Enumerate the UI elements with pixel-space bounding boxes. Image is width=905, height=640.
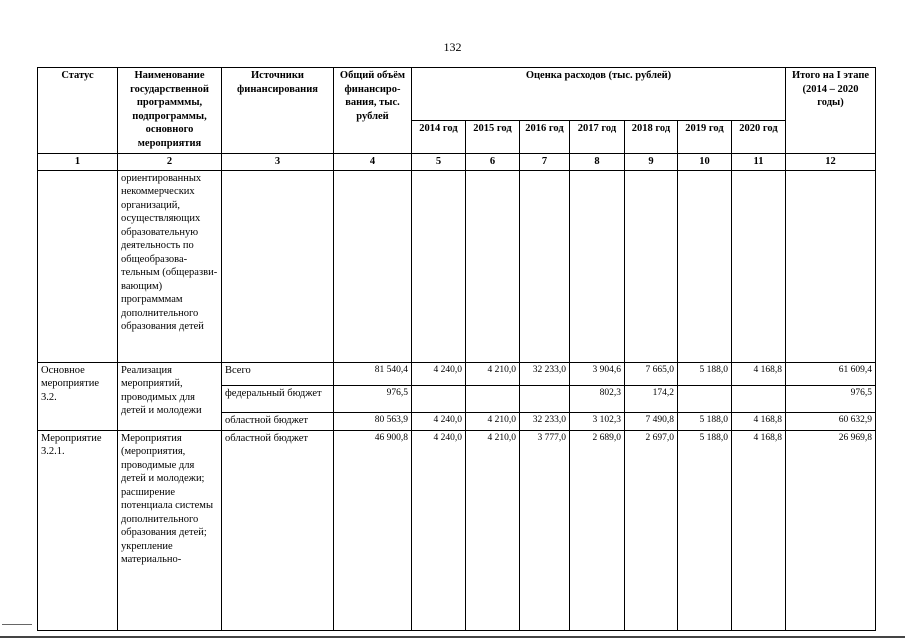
year-2020-cell: 4 168,8 — [732, 430, 786, 630]
year-2014-cell: 4 240,0 — [412, 412, 466, 430]
measure-status-cell: Основное мероприятие 3.2. — [38, 362, 118, 430]
column-number: 4 — [334, 154, 412, 171]
year-2014-cell — [412, 385, 466, 412]
source-cell: Всего — [222, 362, 334, 385]
continuation-row — [38, 170, 876, 362]
total-cell: 80 563,9 — [334, 412, 412, 430]
year-2019-cell: 5 188,0 — [678, 430, 732, 630]
scan-mark — [2, 624, 32, 625]
header-year-2014: 2014 год — [412, 121, 466, 154]
stage-total-cell: 61 609,4 — [786, 362, 876, 385]
year-2016-cell: 3 777,0 — [520, 430, 570, 630]
year-2015-cell: 4 210,0 — [466, 362, 520, 385]
header-year-2018: 2018 год — [625, 121, 678, 154]
year-2020-cell — [732, 385, 786, 412]
header-year-2015: 2015 год — [466, 121, 520, 154]
submeasure-status-cell: Мероприятие 3.2.1. — [38, 430, 118, 630]
column-number: 9 — [625, 154, 678, 171]
column-number: 1 — [38, 154, 118, 171]
column-number: 8 — [570, 154, 625, 171]
header-year-2017: 2017 год — [570, 121, 625, 154]
continuation-name-cell: ориентированных некоммерческих организаций, осуществляющих образовательную деятельность по общеобразова-тельным (общеразви-вающим) программмам дополнительного образования детей — [118, 170, 222, 362]
header-total-volume: Общий объём финансиро-вания, тыс. рублей — [334, 68, 412, 154]
year-2019-cell: 5 188,0 — [678, 412, 732, 430]
column-number: 11 — [732, 154, 786, 171]
column-number: 10 — [678, 154, 732, 171]
year-2017-cell: 3 102,3 — [570, 412, 625, 430]
header-status: Статус — [38, 68, 118, 154]
header-expenses: Оценка расходов (тыс. рублей) — [412, 68, 786, 121]
stage-total-cell: 976,5 — [786, 385, 876, 412]
header-sources: Источники финансирования — [222, 68, 334, 154]
year-2016-cell: 32 233,0 — [520, 362, 570, 385]
header-year-2020: 2020 год — [732, 121, 786, 154]
column-number: 2 — [118, 154, 222, 171]
year-2016-cell — [520, 385, 570, 412]
page-number: 132 — [443, 40, 462, 54]
measure-name-cell: Реализация мероприятий, проводимых для детей и молодежи — [118, 362, 222, 430]
stage-total-cell: 26 969,8 — [786, 430, 876, 630]
header-row — [38, 68, 876, 121]
year-2017-cell: 802,3 — [570, 385, 625, 412]
year-2014-cell: 4 240,0 — [412, 362, 466, 385]
year-2020-cell: 4 168,8 — [732, 412, 786, 430]
header-name: Наименование государственной программмы, подпрограммы, основного мероприятия — [118, 68, 222, 154]
submeasure-name-cell: Мероприятия (мероприятия, проводимые для детей и молодежи; расширение потенциала системы дополнительного образования детей; укрепление материально- — [118, 430, 222, 630]
year-2014-cell: 4 240,0 — [412, 430, 466, 630]
submeasure-row — [38, 430, 876, 630]
column-number: 7 — [520, 154, 570, 171]
source-cell: федеральный бюджет — [222, 385, 334, 412]
total-cell: 46 900,8 — [334, 430, 412, 630]
year-2019-cell: 5 188,0 — [678, 362, 732, 385]
continuation-status-cell — [38, 170, 118, 362]
year-2019-cell — [678, 385, 732, 412]
header-year-2019: 2019 год — [678, 121, 732, 154]
column-number: 5 — [412, 154, 466, 171]
source-cell: областной бюджет — [222, 430, 334, 630]
total-cell: 976,5 — [334, 385, 412, 412]
header-stage-total: Итого на I этапе (2014 – 2020 годы) — [786, 68, 876, 154]
source-cell: областной бюджет — [222, 412, 334, 430]
bottom-rule — [0, 636, 905, 638]
column-number: 6 — [466, 154, 520, 171]
measure-row-total — [38, 362, 876, 385]
stage-total-cell: 60 632,9 — [786, 412, 876, 430]
year-2016-cell: 32 233,0 — [520, 412, 570, 430]
year-2018-cell: 7 665,0 — [625, 362, 678, 385]
column-number-row — [38, 154, 876, 171]
total-cell: 81 540,4 — [334, 362, 412, 385]
budget-table — [37, 67, 876, 631]
year-2018-cell: 7 490,8 — [625, 412, 678, 430]
year-2015-cell: 4 210,0 — [466, 430, 520, 630]
column-number: 3 — [222, 154, 334, 171]
year-2015-cell: 4 210,0 — [466, 412, 520, 430]
year-2015-cell — [466, 385, 520, 412]
header-year-2016: 2016 год — [520, 121, 570, 154]
year-2018-cell: 174,2 — [625, 385, 678, 412]
year-2017-cell: 2 689,0 — [570, 430, 625, 630]
year-2018-cell: 2 697,0 — [625, 430, 678, 630]
year-2017-cell: 3 904,6 — [570, 362, 625, 385]
year-2020-cell: 4 168,8 — [732, 362, 786, 385]
column-number: 12 — [786, 154, 876, 171]
